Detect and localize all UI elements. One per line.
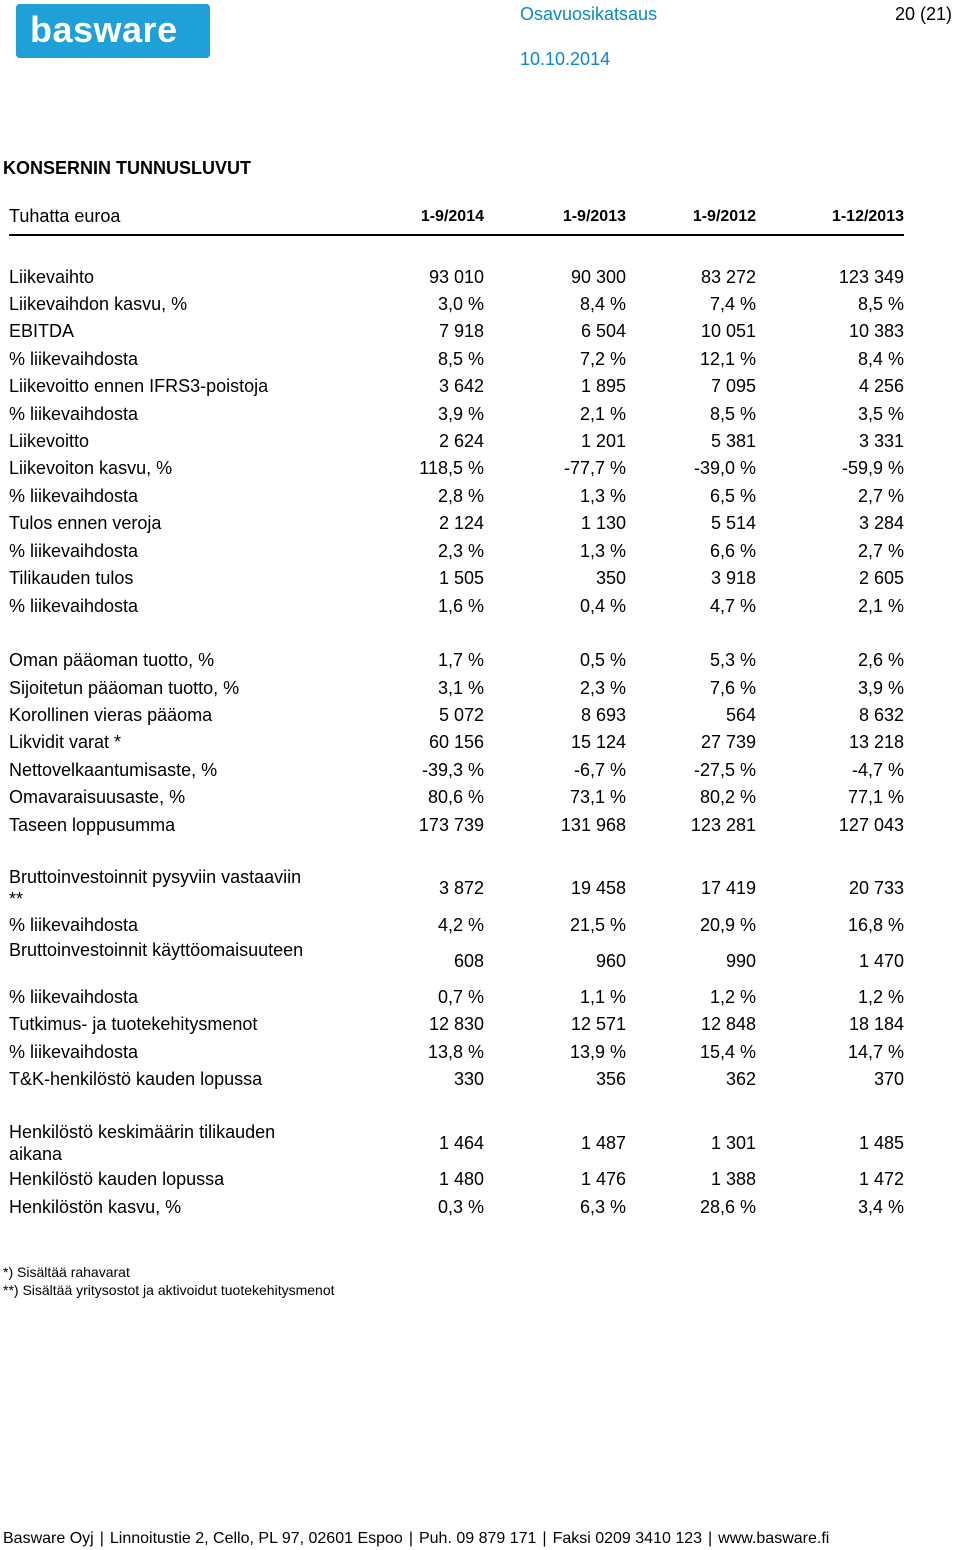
row-label: % liikevaihdosta [9, 541, 139, 561]
table-cell: 6,3 % [579, 1197, 626, 1217]
table-cell: 0,5 % [579, 650, 626, 670]
table-cell: 1 388 [710, 1169, 756, 1189]
table-cell: 12 848 [700, 1014, 756, 1034]
table-cell: 1 301 [710, 1133, 756, 1153]
table-cell: 3,9 % [857, 678, 904, 698]
footer-separator: | [542, 1530, 547, 1547]
row-label: % liikevaihdosta [9, 486, 139, 506]
footnotes [3, 1263, 335, 1299]
document-title: Osavuosikatsaus [520, 4, 658, 24]
table-cell: 3,4 % [857, 1197, 904, 1217]
row-label: % liikevaihdosta [9, 915, 139, 935]
table-cell: 6,5 % [709, 486, 756, 506]
table-cell: 12,1 % [699, 349, 756, 369]
table-cell: 21,5 % [569, 915, 626, 935]
table-cell: 8,5 % [857, 294, 904, 314]
table-cell: 2,7 % [857, 541, 904, 561]
table-cell: 5,3 % [709, 650, 756, 670]
table-cell: 330 [453, 1069, 484, 1089]
table-cell: 12 571 [570, 1014, 626, 1034]
row-label: Likvidit varat * [9, 732, 122, 752]
row-label: % liikevaihdosta [9, 596, 139, 616]
table-cell: 1,1 % [579, 987, 626, 1007]
row-label: Tutkimus- ja tuotekehitysmenot [9, 1014, 258, 1034]
row-label: % liikevaihdosta [9, 1042, 139, 1062]
table-cell: 370 [873, 1069, 904, 1089]
table-cell: 4 256 [858, 376, 904, 396]
table-cell: -27,5 % [693, 760, 756, 780]
column-header: 1-9/2013 [562, 208, 626, 225]
section-title: KONSERNIN TUNNUSLUVUT [3, 158, 252, 178]
table-cell: 1,3 % [579, 541, 626, 561]
row-label: % liikevaihdosta [9, 349, 139, 369]
table-cell: 28,6 % [699, 1197, 756, 1217]
table-cell: -59,9 % [841, 458, 904, 478]
footer-fax: Faksi 0209 3410 123 [552, 1530, 703, 1547]
table-cell: 123 281 [690, 815, 756, 835]
table-cell: 2 605 [858, 568, 904, 588]
table-cell: 6 504 [580, 321, 626, 341]
row-label: Tilikauden tulos [9, 568, 134, 588]
table-cell: 90 300 [570, 267, 626, 287]
table-cell: 8 693 [580, 705, 626, 725]
table-cell: 5 072 [438, 705, 484, 725]
table-cell: 2 624 [438, 431, 484, 451]
table-cell: 13,9 % [569, 1042, 626, 1062]
table-header [9, 206, 904, 236]
table-cell: -77,7 % [563, 458, 626, 478]
table-cell: 4,7 % [709, 596, 756, 616]
table-cell: 3 284 [858, 513, 904, 533]
footer-company: Basware Oyj [3, 1530, 94, 1547]
table-cell: 2 124 [438, 513, 484, 533]
table-cell: 20,9 % [699, 915, 756, 935]
table-cell: 123 349 [838, 267, 904, 287]
label-column-header: Tuhatta euroa [9, 206, 121, 226]
table-cell: 173 739 [418, 815, 484, 835]
page-number: 20 (21) [894, 4, 952, 24]
table-cell: 19 458 [570, 878, 626, 898]
table-cell: 20 733 [848, 878, 904, 898]
table-cell: 1 480 [438, 1169, 484, 1189]
table-cell: 3 331 [858, 431, 904, 451]
column-header: 1-9/2014 [420, 208, 484, 225]
table-cell: 77,1 % [847, 787, 904, 807]
table-cell: 2,6 % [857, 650, 904, 670]
table-cell: 15,4 % [699, 1042, 756, 1062]
svg-text:basware: basware [30, 9, 178, 50]
table-cell: 3,0 % [437, 294, 484, 314]
row-label: Omavaraisuusaste, % [9, 787, 186, 807]
table-cell: -4,7 % [851, 760, 904, 780]
table-cell: 1 130 [580, 513, 626, 533]
table-cell: 10 051 [700, 321, 756, 341]
table-cell: 1 485 [858, 1133, 904, 1153]
document-date: 10.10.2014 [520, 49, 611, 69]
row-label: % liikevaihdosta [9, 404, 139, 424]
table-cell: 60 156 [428, 732, 484, 752]
table-cell: 118,5 % [419, 458, 484, 478]
table-cell: 1,3 % [579, 486, 626, 506]
key-figures-table [9, 0, 904, 1250]
table-cell: 350 [595, 568, 626, 588]
table-cell: 1 505 [438, 568, 484, 588]
table-cell: 1 487 [580, 1133, 626, 1153]
footer-separator: | [408, 1530, 413, 1547]
table-cell: 1,2 % [857, 987, 904, 1007]
table-cell: 17 419 [700, 878, 756, 898]
row-label: Taseen loppusumma [9, 815, 176, 835]
table-cell: 1 201 [580, 431, 626, 451]
table-cell: 3,1 % [437, 678, 484, 698]
row-label: Liikevoitto ennen IFRS3-poistoja [9, 376, 269, 396]
row-label: EBITDA [9, 321, 75, 341]
table-cell: -39,3 % [421, 760, 484, 780]
table-cell: 2,3 % [437, 541, 484, 561]
table-cell: 127 043 [838, 815, 904, 835]
row-label: Nettovelkaantumisaste, % [9, 760, 218, 780]
table-cell: 1 476 [580, 1169, 626, 1189]
row-label: Liikevoiton kasvu, % [9, 458, 173, 478]
table-cell: 3 872 [438, 878, 484, 898]
column-header: 1-12/2013 [831, 208, 904, 225]
row-label: Henkilöstö keskimäärin tilikauden aikana [9, 1122, 276, 1164]
table-cell: 3 918 [710, 568, 756, 588]
table-cell: 13,8 % [427, 1042, 484, 1062]
row-label: Tulos ennen veroja [9, 513, 162, 533]
table-cell: 73,1 % [569, 787, 626, 807]
table-cell: 80,2 % [699, 787, 756, 807]
table-cell: 2,7 % [857, 486, 904, 506]
table-cell: 10 383 [848, 321, 904, 341]
table-cell: 8,5 % [709, 404, 756, 424]
footer-address: Linnoitustie 2, Cello, PL 97, 02601 Espoo [109, 1530, 403, 1547]
table-cell: 356 [595, 1069, 626, 1089]
table-cell: 1 464 [438, 1133, 484, 1153]
row-label: T&K-henkilöstö kauden lopussa [9, 1069, 263, 1089]
table-cell: 362 [725, 1069, 756, 1089]
table-cell: 16,8 % [847, 915, 904, 935]
table-cell: 7 095 [710, 376, 756, 396]
table-cell: 93 010 [428, 267, 484, 287]
row-label: % liikevaihdosta [9, 987, 139, 1007]
table-cell: 7,2 % [579, 349, 626, 369]
table-cell: 1,7 % [437, 650, 484, 670]
table-cell: 3,5 % [857, 404, 904, 424]
table-cell: 0,3 % [437, 1197, 484, 1217]
table-cell: 2,1 % [579, 404, 626, 424]
table-cell: 7 918 [438, 321, 484, 341]
row-label: Liikevoitto [9, 431, 90, 451]
table-cell: 5 381 [710, 431, 756, 451]
column-header: 1-9/2012 [692, 208, 756, 225]
table-cell: 27 739 [700, 732, 756, 752]
table-cell: 4,2 % [437, 915, 484, 935]
footer-website[interactable]: www.basware.fi [718, 1530, 830, 1547]
table-cell: 1 470 [858, 951, 904, 971]
table-cell: 0,7 % [437, 987, 484, 1007]
table-cell: 12 830 [428, 1014, 484, 1034]
row-label: Bruttoinvestoinnit pysyviin vastaaviin ** [9, 867, 302, 909]
table-cell: 8,4 % [857, 349, 904, 369]
table-cell: 1 895 [580, 376, 626, 396]
footnote: *) Sisältää rahavarat [3, 1264, 130, 1280]
table-cell: 990 [725, 951, 756, 971]
table-cell: 80,6 % [427, 787, 484, 807]
table-cell: 7,6 % [709, 678, 756, 698]
table-cell: 6,6 % [709, 541, 756, 561]
table-cell: 2,3 % [579, 678, 626, 698]
footer-separator: | [708, 1530, 713, 1547]
table-cell: 8,4 % [579, 294, 626, 314]
table-cell: 15 124 [570, 732, 626, 752]
row-label: Sijoitetun pääoman tuotto, % [9, 678, 240, 698]
table-cell: 564 [725, 705, 756, 725]
row-label: Henkilöstön kasvu, % [9, 1197, 182, 1217]
table-cell: 608 [453, 951, 484, 971]
row-label: Henkilöstö kauden lopussa [9, 1169, 225, 1189]
table-cell: 14,7 % [847, 1042, 904, 1062]
table-cell: 8 632 [858, 705, 904, 725]
footnote: **) Sisältää yritysostot ja aktivoidut tuotekehitysmenot [3, 1282, 335, 1298]
table-cell: 18 184 [848, 1014, 904, 1034]
table-cell: 131 968 [560, 815, 626, 835]
table-cell: 83 272 [700, 267, 756, 287]
row-label: Korollinen vieras pääoma [9, 705, 213, 725]
table-cell: 960 [595, 951, 626, 971]
table-cell: 2,1 % [857, 596, 904, 616]
footer-phone: Puh. 09 879 171 [418, 1530, 537, 1547]
page-footer [3, 1530, 958, 1548]
table-cell: 2,8 % [437, 486, 484, 506]
footer-separator: | [99, 1530, 104, 1547]
row-label: Oman pääoman tuotto, % [9, 650, 215, 670]
table-cell: 8,5 % [437, 349, 484, 369]
table-cell: 3,9 % [437, 404, 484, 424]
table-cell: 7,4 % [709, 294, 756, 314]
row-label: Bruttoinvestoinnit käyttöomaisuuteen [9, 940, 304, 960]
table-cell: 13 218 [848, 732, 904, 752]
table-cell: 1,6 % [437, 596, 484, 616]
table-cell: 0,4 % [579, 596, 626, 616]
table-cell: 3 642 [438, 376, 484, 396]
table-cell: -6,7 % [573, 760, 626, 780]
table-cell: 5 514 [710, 513, 756, 533]
row-label: Liikevaihdon kasvu, % [9, 294, 188, 314]
row-label: Liikevaihto [9, 267, 95, 287]
table-cell: 1 472 [858, 1169, 904, 1189]
table-cell: 1,2 % [709, 987, 756, 1007]
table-cell: -39,0 % [693, 458, 756, 478]
